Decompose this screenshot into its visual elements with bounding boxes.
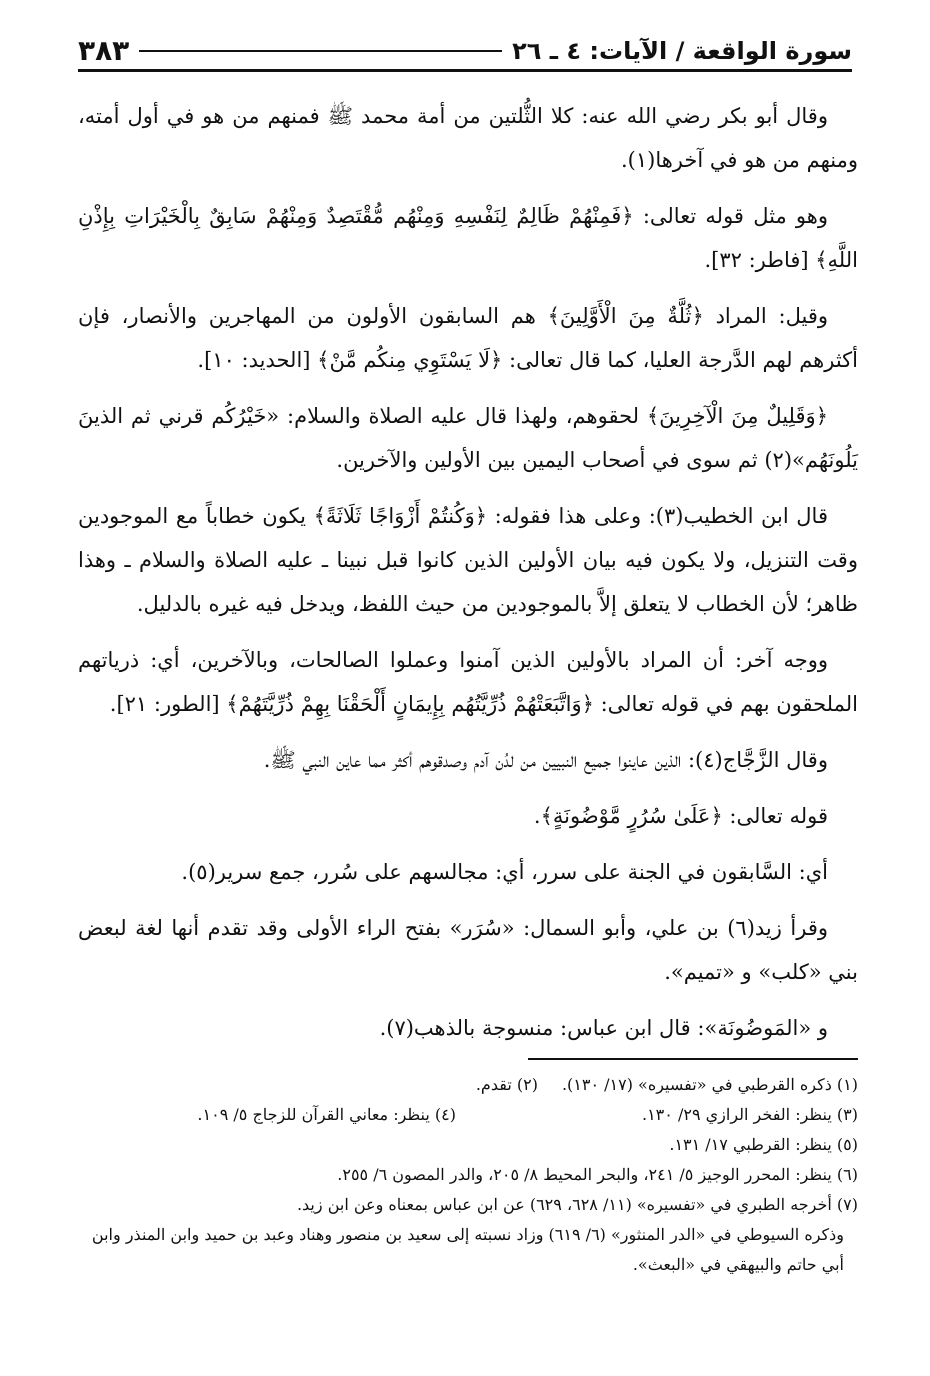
paragraph: وقرأ زيد(٦) بن علي، وأبو السمال: «سُرَر» بفتح الراء الأولى وقد تقدم أنها لغة لبعض بني «كلب» و «تميم».: [78, 916, 858, 984]
footnote-5: (٥) ينظر: القرطبي ١٧/ ١٣١.: [669, 1135, 858, 1154]
footnote-7-continued: وذكره السيوطي في «الدر المنثور» (٦/ ٦١٩) وزاد نسبته إلى سعيد بن منصور وهناد وعبد بن حميد وابن المنذر وابن أبي حاتم والبيهقي في «البعث».: [91, 1225, 844, 1274]
footnote-row: [78, 1070, 858, 1100]
footnote-1: (١) ذكره القرطبي في «تفسيره» (١٧/ ١٣٠).: [561, 1075, 858, 1094]
footnote-row: [78, 1100, 858, 1130]
footnote-row: [78, 1160, 858, 1190]
main-text: [78, 94, 858, 1062]
running-header: [78, 32, 852, 72]
surah-title: سورة الواقعة / الآيات: ٤ ـ ٢٦: [512, 36, 852, 65]
footnote-3: (٣) ينظر: الفخر الرازي ٢٩/ ١٣٠.: [641, 1105, 858, 1124]
paragraph: قال ابن الخطيب(٣): وعلى هذا فقوله: ﴿وَكُنتُمْ أَزْوَاجًا ثَلَاثَةً﴾ يكون خطاباً مع الموجودين وقت التنزيل، ولا يكون فيه بيان الأولين الذين كانوا قبل نبينا ـ عليه الصلاة والسلام ـ وهذا ظاهر؛ لأن الخطاب لا يتعلق إلاَّ بالموجودين من حيث اللفظ، ويدخل فيه غيره بالدليل.: [78, 504, 858, 616]
footnote-7: (٧) أخرجه الطبري في «تفسيره» (١١/ ٦٢٨، ٦٢٩) عن ابن عباس بمعناه وعن ابن زيد.: [296, 1195, 858, 1214]
footnote-6: (٦) ينظر: المحرر الوجيز ٥/ ٢٤١، والبحر المحيط ٨/ ٢٠٥، والدر المصون ٦/ ٢٥٥.: [337, 1165, 858, 1184]
paragraph: وقال أبو بكر رضي الله عنه: كلا الثُّلتين من أمة محمد ﷺ فمنهم من هو في أول أمته، ومنهم من هو في آخرها(١).: [78, 104, 858, 172]
paragraph: و «المَوضُونَة»: قال ابن عباس: منسوجة بالذهب(٧).: [379, 1016, 828, 1040]
paragraph: ﴿وَقَلِيلٌ مِنَ الْآخِرِينَ﴾ لحقوهم، ولهذا قال عليه الصلاة والسلام: «خَيْرُكُم قرني ثم الذينَ يَلُونَهُم»(٢) ثم سوى في أصحاب اليمين بين الأولين والآخرين.: [78, 404, 858, 472]
paragraph: وقال الزَّجَّاج(٤): الذين عاينوا جميع النبيين من لدُن آدم وصدقوهم أكثر مما عاين النبي ﷺ.: [263, 748, 828, 772]
paragraph: أي: السَّابقون في الجنة على سرر، أي: مجالسهم على سُرر، جمع سرير(٥).: [181, 860, 828, 884]
footnotes: [78, 1070, 858, 1280]
footnote-row: [78, 1130, 858, 1160]
footnote-2: (٢) تقدم.: [475, 1075, 538, 1094]
footnote-4: (٤) ينظر: معاني القرآن للزجاج ٥/ ١٠٩.: [197, 1105, 456, 1124]
paragraph: وهو مثل قوله تعالى: ﴿فَمِنْهُمْ ظَالِمٌ لِنَفْسِهِ وَمِنْهُم مُّقْتَصِدٌ وَمِنْهُمْ سَابِقٌ بِالْخَيْرَاتِ بِإِذْنِ اللَّهِ﴾ [فاطر: ٣٢].: [78, 204, 858, 272]
header-rule: [139, 50, 502, 52]
page-number: ٣٨٣: [78, 34, 130, 67]
paragraph: وقيل: المراد ﴿ثُلَّةٌ مِنَ الْأَوَّلِينَ﴾ هم السابقون الأولون من المهاجرين والأنصار، فإن أكثرهم لهم الدَّرجة العليا، كما قال تعالى: ﴿لَا يَسْتَوِي مِنكُم مَّنْ﴾ [الحديد: ١٠].: [78, 304, 858, 372]
footnote-separator: [528, 1058, 858, 1060]
paragraph: قوله تعالى: ﴿عَلَىٰ سُرُرٍ مَّوْضُونَةٍ﴾.: [533, 804, 828, 828]
paragraph: ووجه آخر: أن المراد بالأولين الذين آمنوا وعملوا الصالحات، وبالآخرين، أي: ذرياتهم الملحقون بهم في قوله تعالى: ﴿وَاتَّبَعَتْهُمْ ذُرِّيَّتُهُم بِإِيمَانٍ أَلْحَقْنَا بِهِمْ ذُرِّيَّتَهُمْ﴾ [الطور: ٢١].: [78, 648, 858, 716]
